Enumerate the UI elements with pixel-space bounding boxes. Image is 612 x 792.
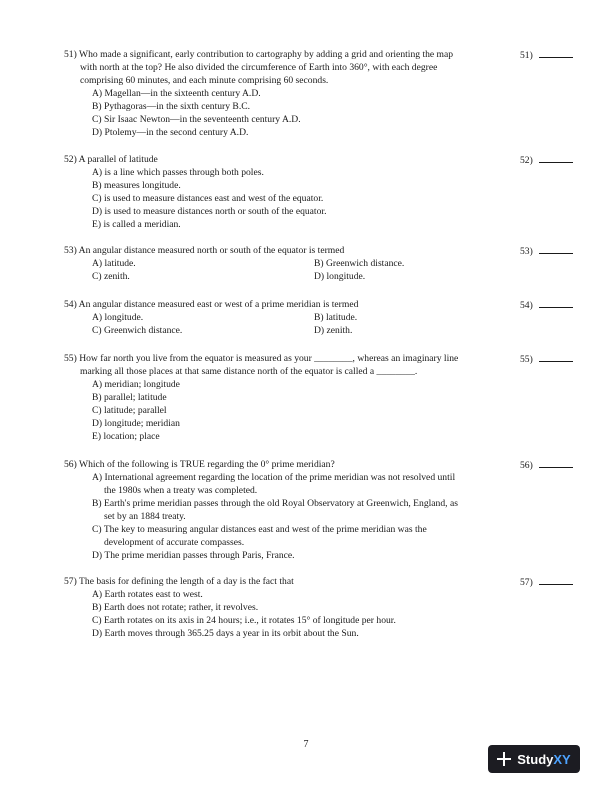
question-text: 53) An angular distance measured north or south of the equator is termed <box>64 245 345 256</box>
option-a: A) Earth rotates east to west. <box>92 589 203 600</box>
question-text: 57) The basis for defining the length of a day is the fact that <box>64 576 294 587</box>
option-d: D) The prime meridian passes through Paris, France. <box>92 550 295 561</box>
question-text: 51) Who made a significant, early contribution to cartography by adding a grid and orienting the map with north at the top? He also divided the circumference of Earth into 360°, with each degree comprising 60 minutes, and each minute comprising 60 seconds. <box>64 49 454 86</box>
option-d: D) Earth moves through 365.25 days a year in its orbit about the Sun. <box>92 628 359 639</box>
question-55 <box>64 352 508 443</box>
option-b: B) latitude. <box>314 312 358 323</box>
answer-line-54[interactable]: 54) <box>520 298 573 312</box>
option-b: B) Pythagoras—in the sixth century B.C. <box>92 101 251 112</box>
question-text: 54) An angular distance measured east or west of a prime meridian is termed <box>64 299 359 310</box>
option-c: C) Greenwich distance. <box>92 325 183 336</box>
option-a: A) Magellan—in the sixteenth century A.D. <box>92 88 261 99</box>
answer-line-56[interactable]: 56) <box>520 458 573 472</box>
option-c: C) zenith. <box>92 271 130 282</box>
question-54 <box>64 298 508 337</box>
answer-line-53[interactable]: 53) <box>520 244 573 258</box>
question-57 <box>64 575 508 640</box>
option-b: B) Greenwich distance. <box>314 258 405 269</box>
options-grid <box>64 257 508 283</box>
option-b: B) Earth does not rotate; rather, it revolves. <box>92 602 259 613</box>
page-number: 7 <box>303 739 309 750</box>
option-c: C) latitude; parallel <box>92 405 167 416</box>
option-a: A) is a line which passes through both poles. <box>92 167 264 178</box>
answer-line-52[interactable]: 52) <box>520 153 573 167</box>
option-d: D) Ptolemy—in the second century A.D. <box>92 127 249 138</box>
option-a: A) longitude. <box>92 312 144 323</box>
question-52 <box>64 153 508 231</box>
option-d: D) longitude. <box>314 271 366 282</box>
option-d: D) longitude; meridian <box>92 418 180 429</box>
answer-line-51[interactable]: 51) <box>520 48 573 62</box>
option-c: C) Earth rotates on its axis in 24 hours; i.e., it rotates 15° of longitude per hour. <box>92 615 396 626</box>
option-b: B) measures longitude. <box>92 180 181 191</box>
options-grid <box>64 311 508 337</box>
option-c: C) is used to measure distances east and west of the equator. <box>92 193 324 204</box>
option-c: C) The key to measuring angular distances east and west of the prime meridian was the development of accurate compasses. <box>92 524 427 548</box>
question-text: 52) A parallel of latitude <box>64 154 158 165</box>
question-text: 56) Which of the following is TRUE regarding the 0° prime meridian? <box>64 459 335 470</box>
badge-brand: StudyXY <box>517 751 571 767</box>
option-e: E) is called a meridian. <box>92 219 181 230</box>
option-a: A) latitude. <box>92 258 136 269</box>
question-text: 55) How far north you live from the equator is measured as your ________, whereas an imaginary line marking all those places at that same distance north of the equator is called a ________. <box>64 353 459 377</box>
plus-icon <box>497 752 511 766</box>
answer-line-55[interactable]: 55) <box>520 352 573 366</box>
option-b: B) parallel; latitude <box>92 392 167 403</box>
option-d: D) zenith. <box>314 325 353 336</box>
option-a: A) meridian; longitude <box>92 379 180 390</box>
option-e: E) location; place <box>92 431 160 442</box>
option-d: D) is used to measure distances north or south of the equator. <box>92 206 327 217</box>
studyxy-badge[interactable] <box>488 745 580 773</box>
option-b: B) Earth's prime meridian passes through the old Royal Observatory at Greenwich, England, as set by an 1884 treaty. <box>92 498 458 522</box>
answer-line-57[interactable]: 57) <box>520 575 573 589</box>
option-a: A) International agreement regarding the location of the prime meridian was not resolved until the 1980s when a treaty was completed. <box>92 472 456 496</box>
question-51 <box>64 48 508 139</box>
question-56 <box>64 458 508 562</box>
option-c: C) Sir Isaac Newton—in the seventeenth century A.D. <box>92 114 301 125</box>
question-53 <box>64 244 508 283</box>
